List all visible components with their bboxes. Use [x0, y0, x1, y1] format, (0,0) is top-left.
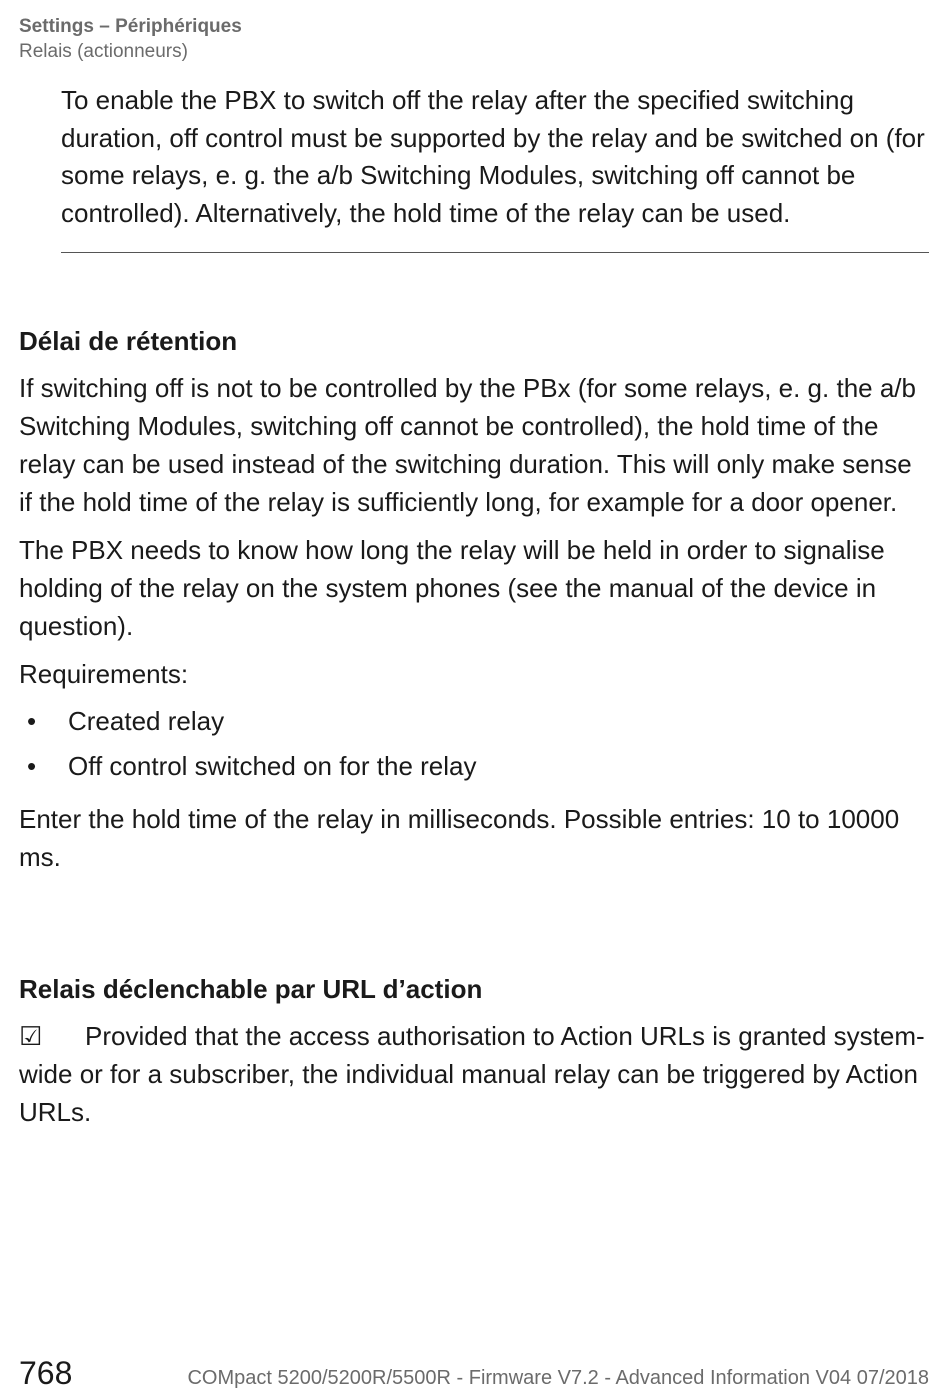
list-item — [19, 703, 931, 739]
running-header — [19, 14, 242, 64]
hold-paragraph-2: The PBX needs to know how long the relay will be held in order to signalise holding of the relay on the system phones (see the manual of the device in question). — [19, 535, 885, 641]
page-number: 768 — [19, 1355, 73, 1391]
bullet-icon: • — [27, 751, 37, 781]
action-url-paragraph — [19, 1017, 931, 1131]
hold-entry-text: Enter the hold time of the relay in milliseconds. Possible entries: 10 to 10000 ms. — [19, 804, 900, 872]
header-title: Settings – Périphériques — [19, 16, 242, 37]
section-heading-hold-time: Délai de rétention — [19, 326, 238, 356]
section-hold-time — [19, 323, 931, 876]
requirements-label: Requirements: — [19, 659, 189, 689]
requirements-list — [19, 703, 931, 784]
checkbox-icon: ☑ — [19, 1021, 43, 1051]
note-text: To enable the PBX to switch off the relay after the specified switching duration, off control must be supported by the relay and be switched on (for some relays, e. g. the a/b Switching Modules, switching off cannot be controlled). Alternatively, the hold time of the relay can be used. — [61, 85, 925, 228]
list-item — [19, 748, 931, 784]
requirement-text: Off control switched on for the relay — [68, 751, 477, 781]
header-subtitle: Relais (actionneurs) — [19, 41, 188, 62]
note-block — [61, 82, 929, 232]
hold-paragraph-1: If switching off is not to be controlled by the PBx (for some relays, e. g. the a/b Switching Modules, switching off cannot be controlled), the hold time of the relay can be used instead of the switching duration. This will only make sense if the hold time of the relay is sufficiently long, for example for a door opener. — [19, 373, 916, 517]
section-heading-action-url: Relais déclenchable par URL d’action — [19, 974, 483, 1004]
footer-product-info: COMpact 5200/5200R/5500R - Firmware V7.2 - Advanced Information V04 07/2018 — [187, 1367, 929, 1389]
section-action-url — [19, 971, 931, 1131]
bullet-icon: • — [27, 706, 37, 736]
action-url-text: Provided that the access authorisation to Action URLs is granted system-wide or for a subscriber, the individual manual relay can be triggered by Action URLs. — [19, 1021, 925, 1127]
requirement-text: Created relay — [68, 706, 225, 736]
note-divider — [61, 252, 929, 253]
